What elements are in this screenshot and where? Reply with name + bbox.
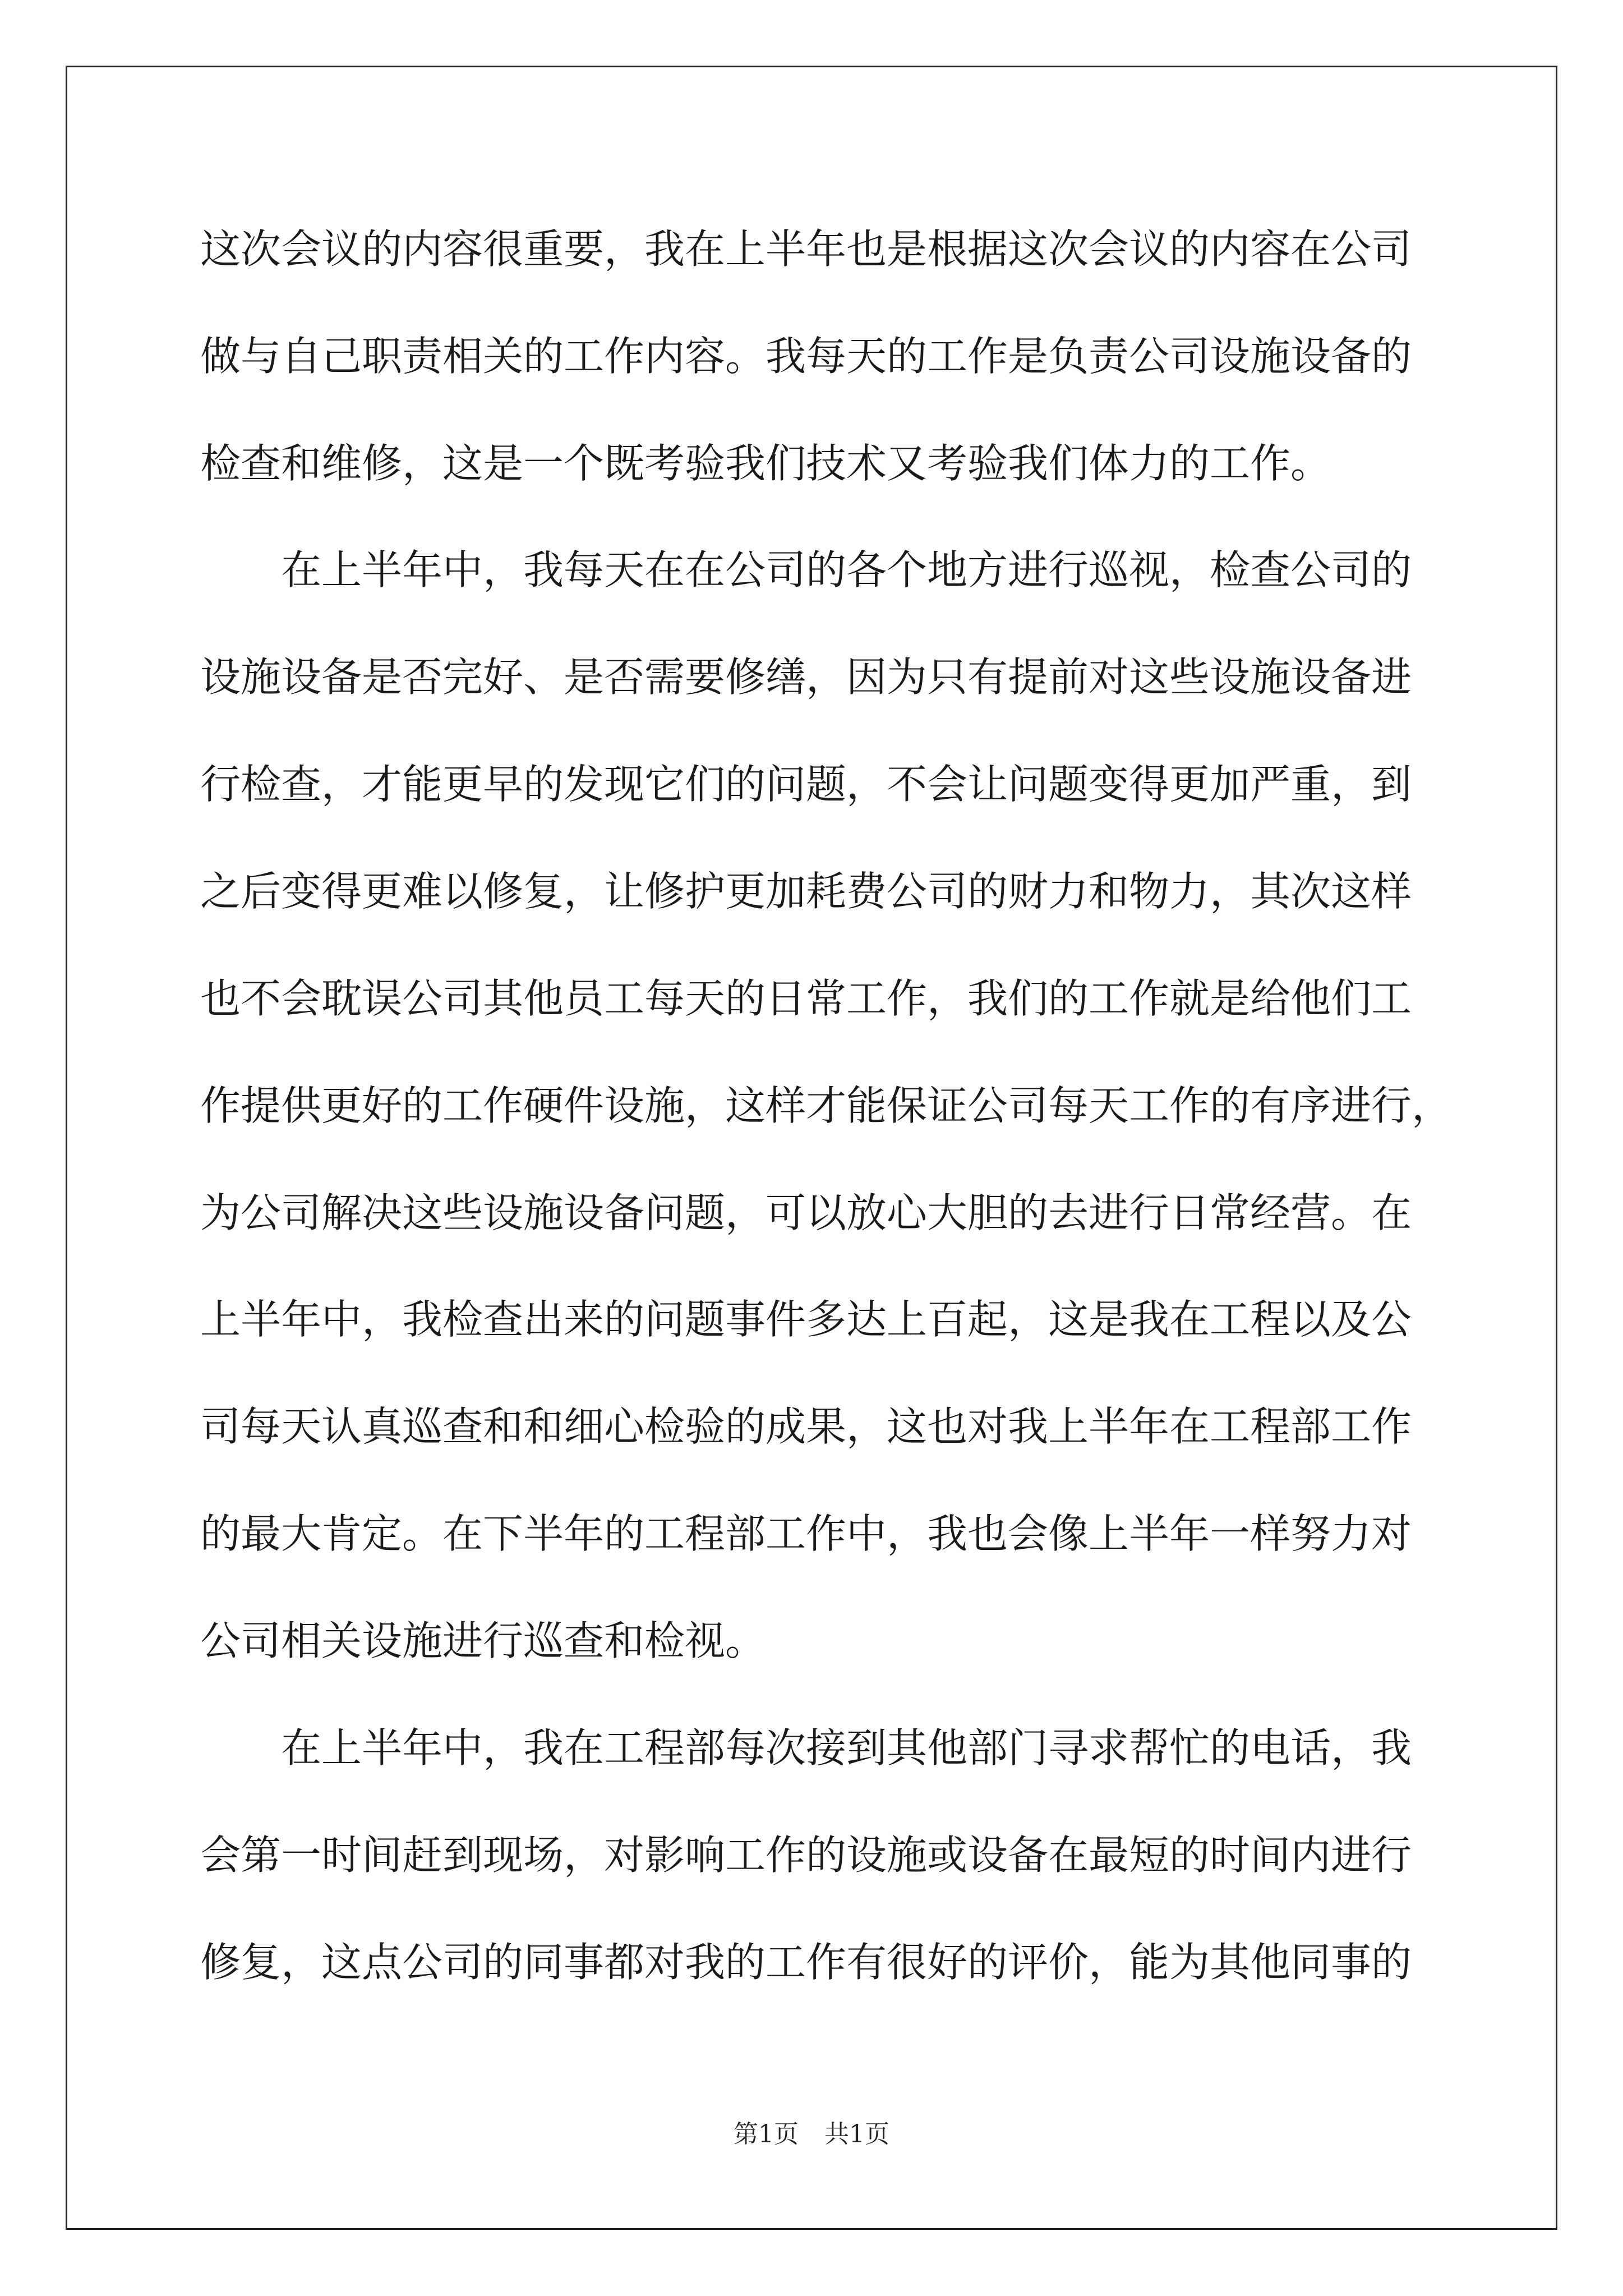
text-line: 上半年中，我检查出来的问题事件多达上百起，这是我在工程以及公 [200, 1296, 1412, 1343]
text-line: 修复，这点公司的同事都对我的工作有很好的评价，能为其他同事的 [200, 1939, 1412, 1986]
text-line: 设施设备是否完好、是否需要修缮，因为只有提前对这些设施设备进 [200, 654, 1412, 701]
text-line: 的最大肯定。在下半年的工程部工作中，我也会像上半年一样努力对 [200, 1510, 1412, 1557]
page-footer [0, 2118, 1623, 2151]
text-line: 司每天认真巡查和和细心检验的成果，这也对我上半年在工程部工作 [200, 1403, 1412, 1450]
text-line: 也不会耽误公司其他员工每天的日常工作，我们的工作就是给他们工 [200, 975, 1412, 1022]
text-line: 做与自己职责相关的工作内容。我每天的工作是负责公司设施设备的 [200, 333, 1412, 380]
page-number-total: 共1页 [824, 2120, 889, 2148]
page-number-current: 第1页 [734, 2120, 799, 2148]
text-line: 之后变得更难以修复，让修护更加耗费公司的财力和物力，其次这样 [200, 868, 1412, 915]
text-line: 为公司解决这些设施设备问题，可以放心大胆的去进行日常经营。在 [200, 1189, 1412, 1236]
text-line: 在上半年中，我每天在在公司的各个地方进行巡视，检查公司的 [200, 546, 1412, 593]
text-line: 作提供更好的工作硬件设施，这样才能保证公司每天工作的有序进行， [200, 1082, 1453, 1129]
text-line: 检查和维修，这是一个既考验我们技术又考验我们体力的工作。 [200, 440, 1331, 487]
text-line: 公司相关设施进行巡查和检视。 [200, 1617, 766, 1664]
text-line: 在上半年中，我在工程部每次接到其他部门寻求帮忙的电话，我 [200, 1724, 1412, 1772]
text-line: 这次会议的内容很重要，我在上半年也是根据这次会议的内容在公司 [200, 226, 1412, 273]
text-line: 行检查，才能更早的发现它们的问题，不会让问题变得更加严重，到 [200, 761, 1412, 808]
page-border [66, 66, 1557, 2230]
text-line: 会第一时间赶到现场，对影响工作的设施或设备在最短的时间内进行 [200, 1832, 1412, 1879]
